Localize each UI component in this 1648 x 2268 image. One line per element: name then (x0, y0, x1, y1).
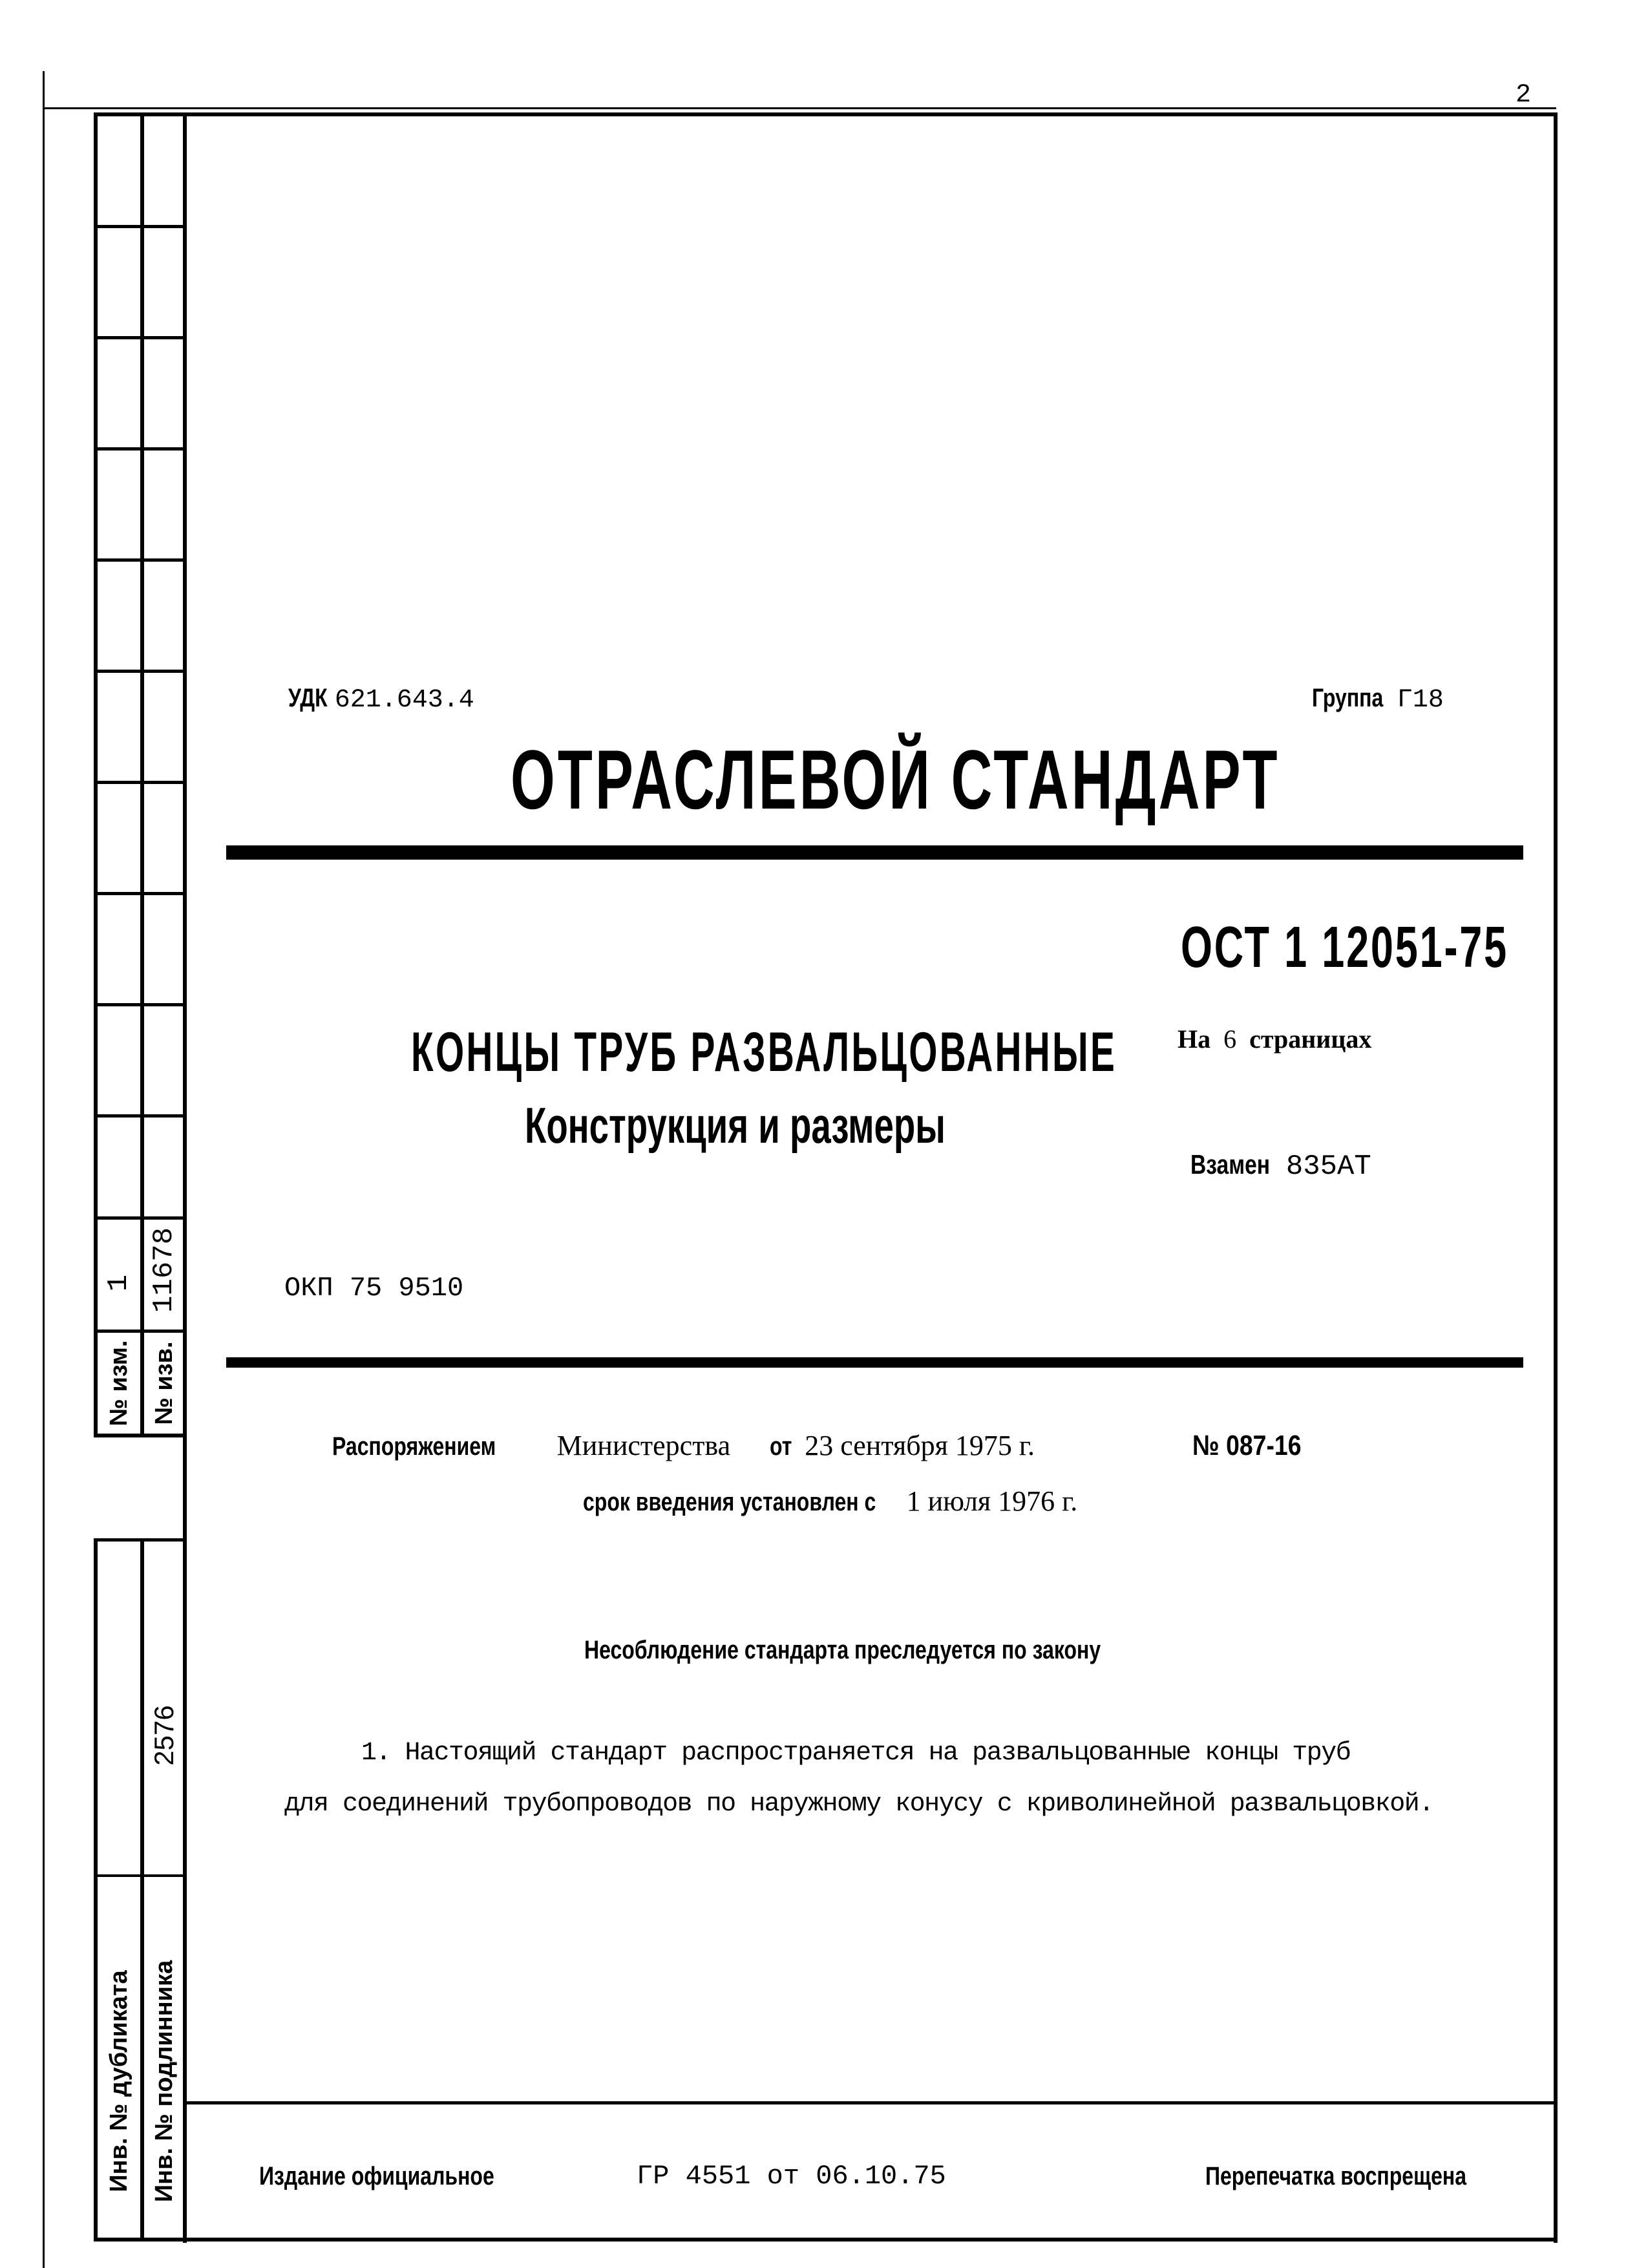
document-title: ОТРАСЛЕВОЙ СТАНДАРТ (511, 732, 1280, 827)
strip-row-divider (94, 1330, 187, 1333)
change-no-label: № изм. (105, 1340, 132, 1426)
paragraph-1-line-1: 1. Настоящий стандарт распространяется на развальцованные концы труб (361, 1739, 1351, 1768)
duplicate-inv-label: Инв. № дубликата (105, 1970, 132, 2192)
strip-outer-left (94, 112, 98, 1437)
paragraph-1-line-2: для соединений трубопроводов по наружному конусу с криволинейной развальцовкой. (284, 1790, 1433, 1819)
original-inv-value: 2576 (149, 1705, 179, 1766)
replaces: Взамен 835АТ (1190, 1149, 1371, 1183)
udk: УДК 621.643.4 (288, 684, 474, 715)
outer-top-line (44, 107, 1556, 109)
frame-top (95, 112, 1558, 116)
standard-name: КОНЦЫ ТРУБ РАЗВАЛЬЦОВАННЫЕ (411, 1021, 1117, 1083)
strip-row-divider (94, 1114, 187, 1118)
standard-subtitle: Конструкция и размеры (525, 1097, 945, 1154)
change-no-value: 1 (103, 1274, 135, 1292)
okp-code: ОКП 75 9510 (284, 1273, 464, 1304)
strip-top-bottom (94, 1434, 187, 1437)
strip-row-divider (94, 670, 187, 673)
footer-divider (187, 2101, 1555, 2104)
notice-no-value: 11678 (148, 1227, 180, 1313)
strip-row-divider (94, 336, 187, 339)
frame-right (1554, 112, 1558, 2243)
strip-row-divider (94, 558, 187, 562)
strip-row-divider (94, 892, 187, 895)
frame-left (183, 112, 187, 2243)
order-line: Распоряжением Министерства от 23 сентября 1975 г. (332, 1430, 1035, 1461)
outer-left-line (43, 71, 45, 2268)
strip-row-divider (94, 1003, 187, 1006)
page-number: 2 (1516, 81, 1532, 110)
notice-no-label: № изв. (151, 1341, 178, 1425)
frame-bottom (95, 2238, 1558, 2242)
strip-mid (140, 112, 144, 1437)
strip-row-divider (94, 781, 187, 784)
edition-label: Издание официальное (259, 2162, 494, 2190)
legal-warning: Несоблюдение стандарта преследуется по закону (584, 1636, 1101, 1664)
okp-rule (226, 1357, 1523, 1368)
strip-row-divider (94, 447, 187, 450)
group: Группа Г18 (1312, 684, 1444, 715)
order-number: № 087-16 (1192, 1430, 1302, 1461)
standard-number: ОСТ 1 12051-75 (1181, 915, 1508, 980)
effective-date-line: срок введения установлен с 1 июля 1976 г. (583, 1485, 1078, 1517)
strip-row-divider (94, 225, 187, 228)
title-rule (226, 845, 1523, 860)
strip-row-divider (94, 1216, 187, 1220)
strip2-left (94, 1538, 98, 2242)
strip2-divider (94, 1874, 187, 1877)
registration: ГР 4551 от 06.10.75 (637, 2161, 946, 2192)
page-count: На 6 страницах (1178, 1024, 1372, 1054)
original-inv-label: Инв. № подлинника (151, 1960, 178, 2203)
strip2-mid (140, 1538, 144, 2242)
reprint-notice: Перепечатка воспрещена (1205, 2162, 1466, 2190)
